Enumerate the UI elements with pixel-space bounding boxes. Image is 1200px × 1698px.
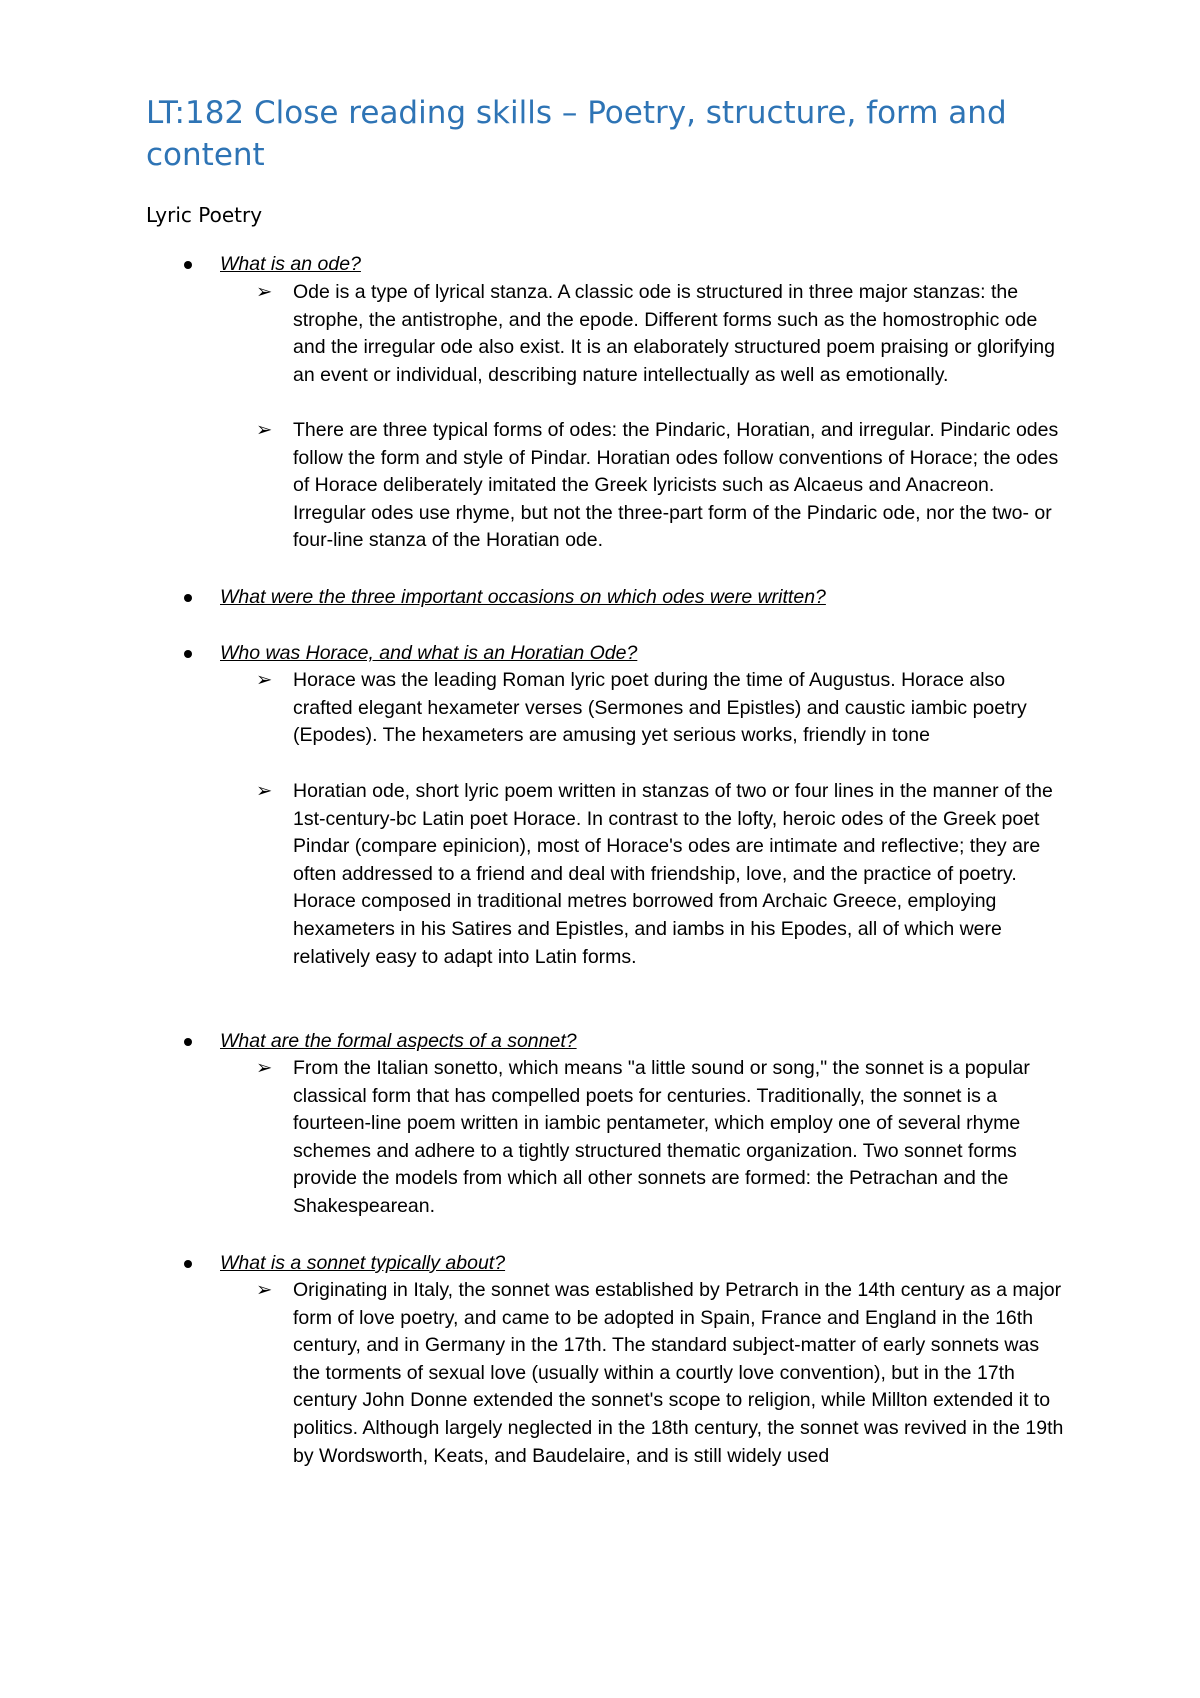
question-text: Who was Horace, and what is an Horatian Ode?	[220, 642, 638, 664]
question-item	[0, 1249, 1200, 1277]
document-title: LT:182 Close reading skills – Poetry, structure, form and content	[146, 95, 1007, 173]
arrow-bullet-icon: ➢	[256, 419, 273, 441]
question-item	[0, 639, 1200, 667]
question-text: What are the formal aspects of a sonnet?	[220, 1030, 577, 1052]
arrow-bullet-icon: ➢	[256, 1279, 273, 1301]
answer-text: Horace was the leading Roman lyric poet during the time of Augustus. Horace also crafted elegant hexameter verses (Sermones and Epistles) and caustic iambic poetry (Epodes). The hexameters are amusing yet serious works, friendly in tone	[293, 669, 1027, 747]
answer-text: Originating in Italy, the sonnet was established by Petrarch in the 14th century as a major form of love poetry, and came to be adopted in Spain, France and England in the 16th century, and in Germany in the 17th. The standard subject-matter of early sonnets was the torments of sexual love (usually within a courtly love convention), but in the 17th century John Donne extended the sonnet's scope to religion, while Millton extended it to politics. Although largely neglected in the 18th century, the sonnet was revived in the 19th by Wordsworth, Keats, and Baudelaire, and is still widely used	[293, 1279, 1064, 1467]
arrow-bullet-icon: ➢	[256, 281, 273, 303]
bullet-icon	[184, 594, 192, 602]
question-text: What is an ode?	[220, 253, 361, 275]
section-heading: Lyric Poetry	[146, 203, 263, 227]
bullet-icon	[184, 1038, 192, 1046]
answer-text: Ode is a type of lyrical stanza. A classic ode is structured in three major stanzas: the strophe, the antistrophe, and the epode. Different forms such as the homostrophic ode and the irregular ode also exist. It is an elaborately structured poem praising or glorifying an event or individual, describing nature intellectually as well as emotionally.	[293, 281, 1055, 386]
arrow-bullet-icon: ➢	[256, 1057, 273, 1079]
bullet-icon	[184, 1260, 192, 1268]
question-item	[0, 250, 1200, 278]
answer-text: There are three typical forms of odes: the Pindaric, Horatian, and irregular. Pindaric odes follow the form and style of Pindar. Horatian odes follow conventions of Horace; the odes of Horace deliberately imitated the Greek lyricists such as Alcaeus and Anacreon. Irregular odes use rhyme, but not the three-part form of the Pindaric ode, nor the two- or four-line stanza of the Horatian ode.	[293, 419, 1059, 552]
question-item	[0, 1027, 1200, 1055]
arrow-bullet-icon: ➢	[256, 780, 273, 802]
question-item	[0, 583, 1200, 611]
answer-text: Horatian ode, short lyric poem written in stanzas of two or four lines in the manner of the 1st-century-bc Latin poet Horace. In contrast to the lofty, heroic odes of the Greek poet Pindar (compare epinicion), most of Horace's odes are intimate and reflective; they are often addressed to a friend and deal with friendship, love, and the practice of poetry. Horace composed in traditional metres borrowed from Archaic Greece, employing hexameters in his Satires and Epistles, and iambs in his Epodes, all of which were relatively easy to adapt into Latin forms.	[293, 780, 1053, 968]
question-text: What were the three important occasions on which odes were written?	[220, 586, 826, 608]
arrow-bullet-icon: ➢	[256, 669, 273, 691]
question-text: What is a sonnet typically about?	[220, 1252, 506, 1274]
bullet-icon	[184, 650, 192, 658]
answer-text: From the Italian sonetto, which means "a little sound or song," the sonnet is a popular classical form that has compelled poets for centuries. Traditionally, the sonnet is a fourteen-line poem written in iambic pentameter, which employ one of several rhyme schemes and adhere to a tightly structured thematic organization. Two sonnet forms provide the models from which all other sonnets are formed: the Petrachan and the Shakespearean.	[293, 1057, 1030, 1217]
bullet-icon	[184, 261, 192, 269]
